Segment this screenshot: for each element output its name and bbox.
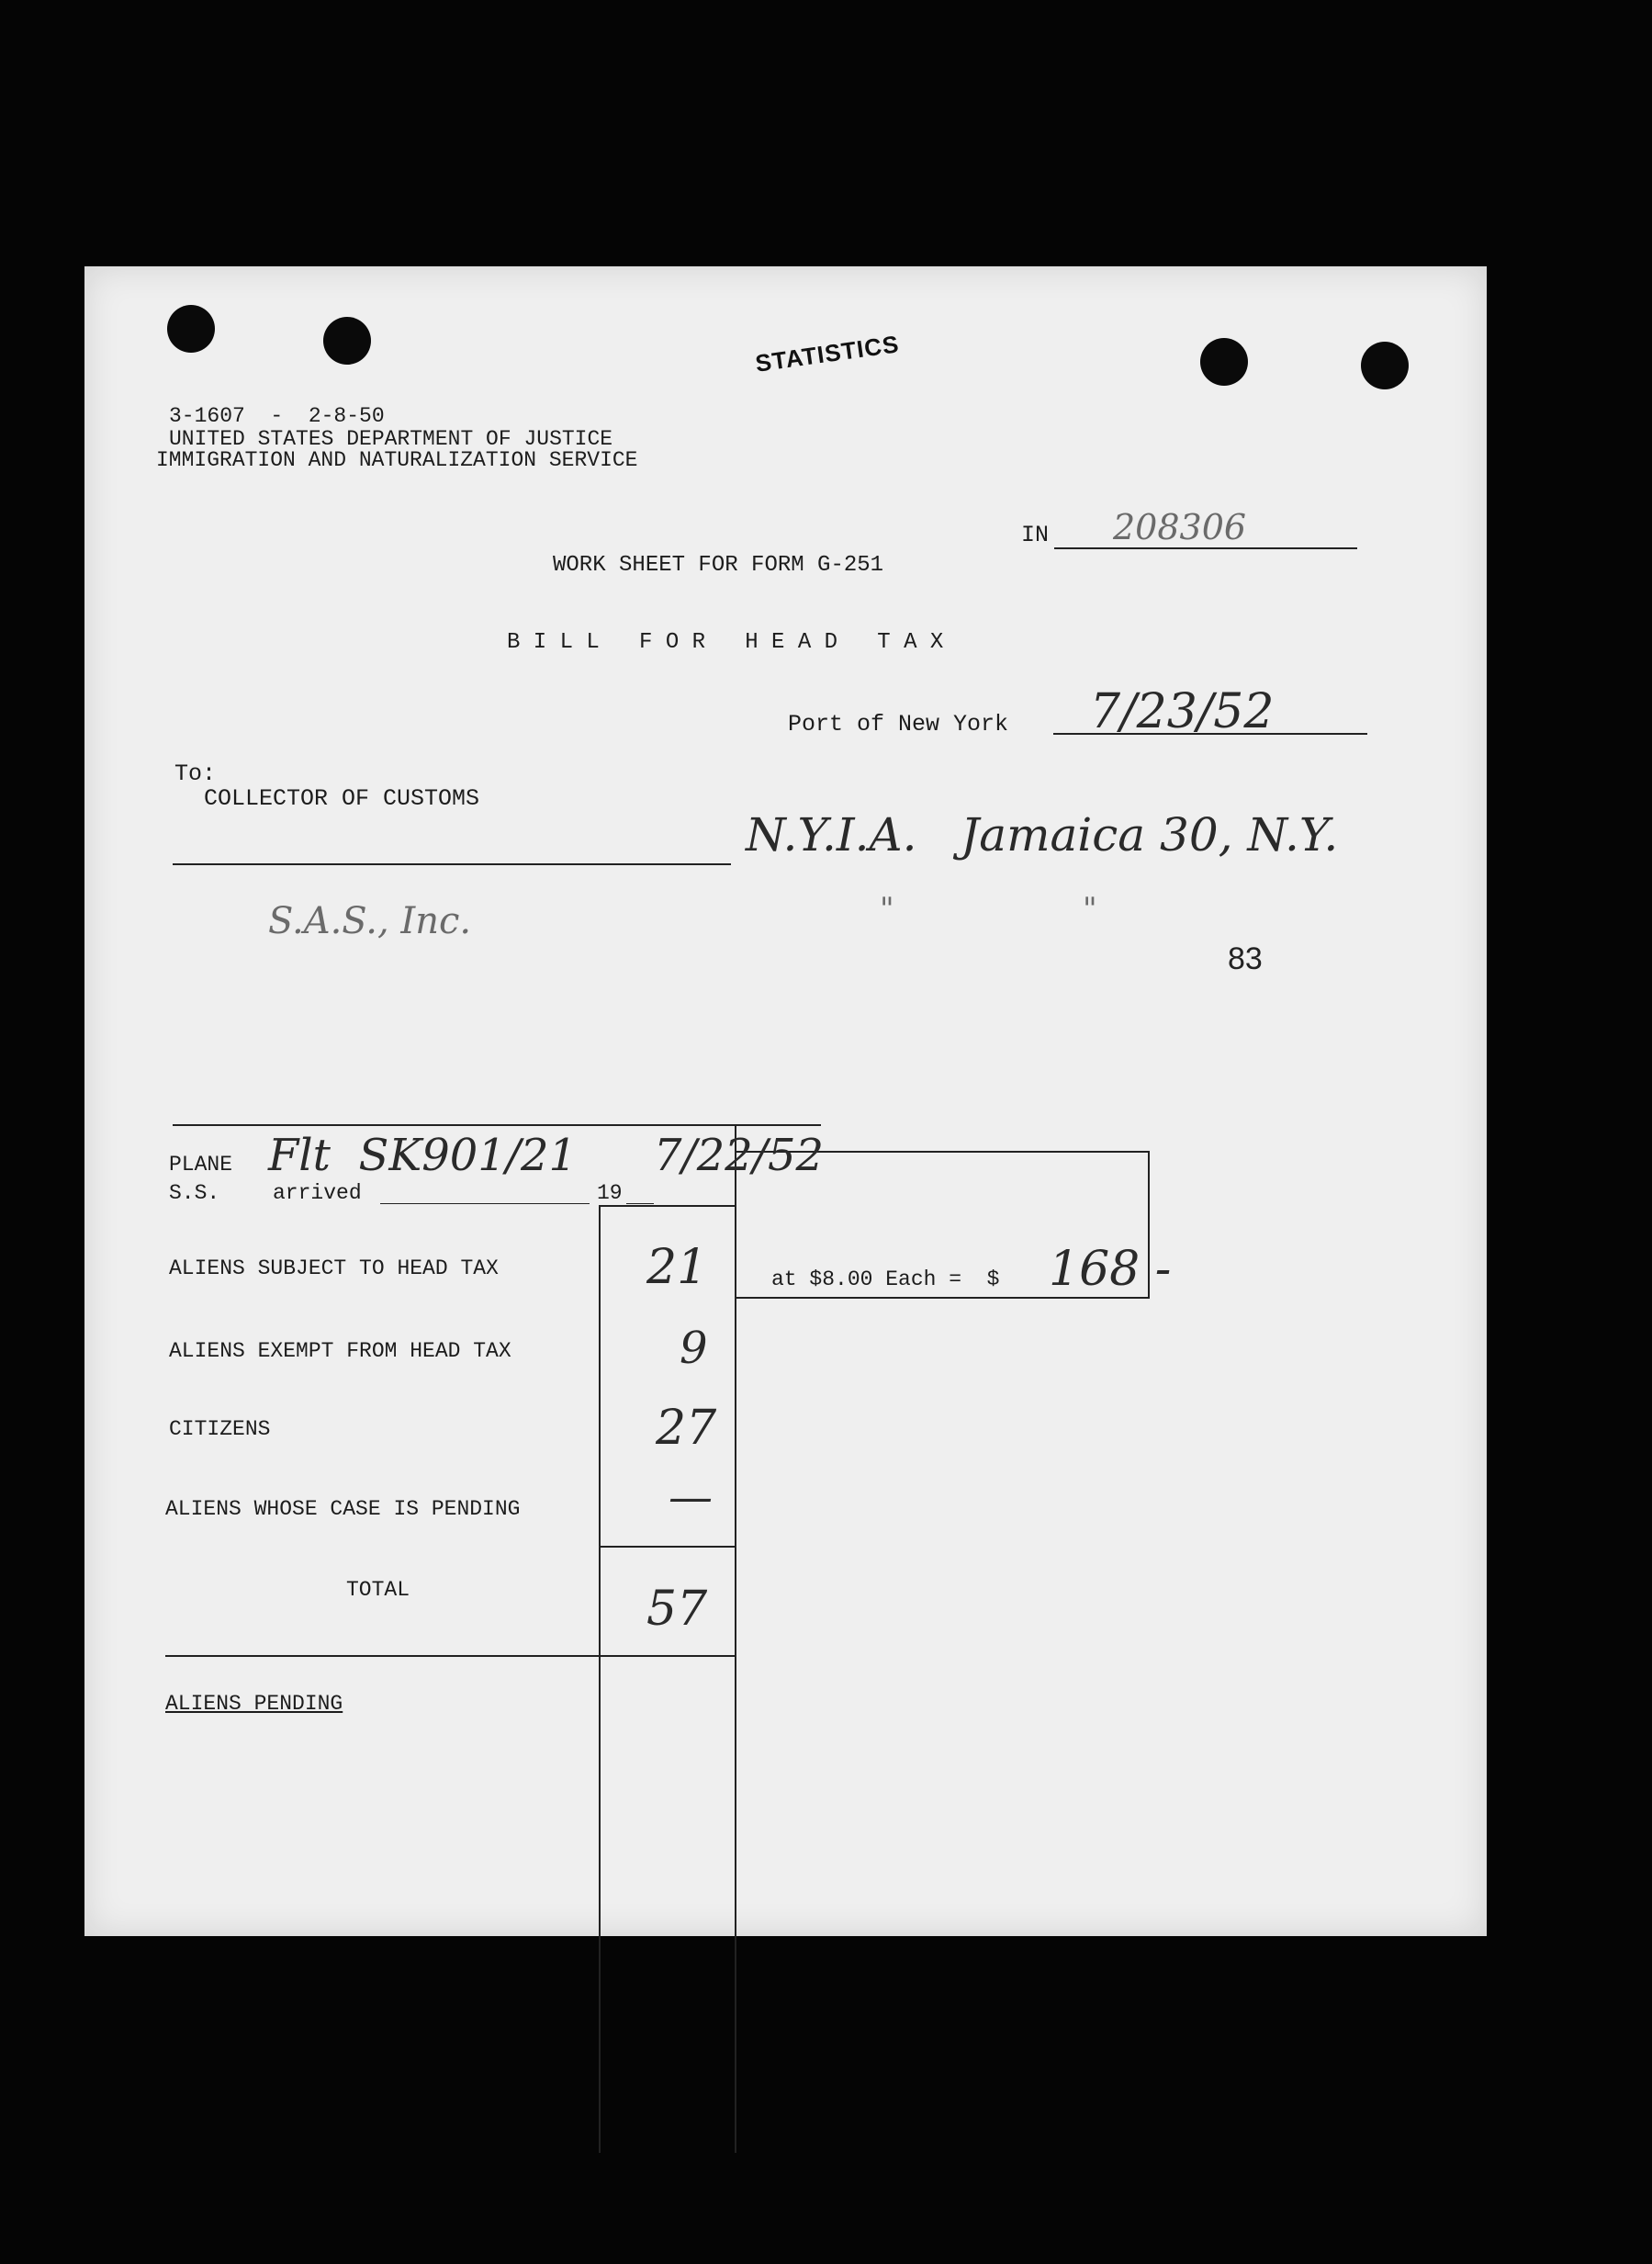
table-top-rule — [173, 1124, 821, 1126]
punch-hole — [167, 305, 215, 353]
punch-hole — [1361, 342, 1409, 389]
row-subject-label: ALIENS SUBJECT TO HEAD TAX — [169, 1256, 499, 1280]
flight-handwritten: Flt SK901/21 — [268, 1130, 578, 1181]
form-sheet — [84, 266, 1487, 1936]
service-heading: IMMIGRATION AND NATURALIZATION SERVICE — [156, 448, 638, 472]
row-pending-label: ALIENS WHOSE CASE IS PENDING — [165, 1497, 521, 1521]
punch-hole — [1200, 338, 1248, 386]
nineteen-label: 19 — [597, 1181, 623, 1205]
punch-hole — [323, 317, 371, 365]
collector-underline — [173, 863, 731, 865]
row-citizens-value: 27 — [656, 1401, 717, 1456]
rate-text: at $8.00 Each = $ — [771, 1267, 1000, 1291]
row-pending-value: — — [669, 1471, 713, 1523]
total-label: TOTAL — [346, 1578, 410, 1602]
tax-amount: 168 - — [1049, 1242, 1172, 1297]
in-label: IN — [1021, 522, 1050, 548]
value-column-right-rule — [735, 1124, 736, 2153]
row-citizens-label: CITIZENS — [169, 1417, 271, 1441]
plane-label: PLANE — [169, 1153, 233, 1177]
carrier-handwritten: S.A.S., Inc. — [268, 900, 472, 942]
department-heading: UNITED STATES DEPARTMENT OF JUSTICE — [169, 427, 613, 451]
statistics-stamp: STATISTICS — [753, 330, 902, 377]
bill-title: B I L L F O R H E A D T A X — [507, 630, 944, 655]
year-underline — [626, 1203, 654, 1204]
arrived-underline — [380, 1203, 590, 1204]
port-date: 7/23/52 — [1090, 684, 1275, 739]
total-divider-rule — [599, 1546, 736, 1548]
location-handwritten: N.Y.I.A. Jamaica 30, N.Y. — [746, 808, 1339, 862]
page-number: 83 — [1228, 941, 1263, 976]
arrived-date-handwritten: 7/22/52 — [654, 1130, 825, 1181]
ditto-marks: " " — [880, 891, 1097, 928]
collector-label: COLLECTOR OF CUSTOMS — [204, 785, 480, 812]
rate-box-bottom — [735, 1297, 1150, 1299]
row-subject-value: 21 — [646, 1240, 708, 1295]
to-label: To: — [174, 760, 217, 787]
row-exempt-label: ALIENS EXEMPT FROM HEAD TAX — [169, 1339, 511, 1363]
row-exempt-value: 9 — [680, 1323, 708, 1374]
aliens-pending-heading: ALIENS PENDING — [165, 1692, 343, 1716]
port-label: Port of New York — [788, 711, 1009, 738]
arrived-label: arrived — [273, 1181, 362, 1205]
form-number: 3-1607 - 2-8-50 — [169, 404, 385, 428]
worksheet-title: WORK SHEET FOR FORM G-251 — [553, 553, 884, 578]
in-underline — [1054, 547, 1357, 549]
ss-label: S.S. — [169, 1181, 220, 1205]
in-number: 208306 — [1113, 507, 1247, 547]
value-column-top-rule — [599, 1205, 736, 1207]
table-bottom-rule — [165, 1655, 736, 1657]
value-column-left-rule — [599, 1205, 601, 2153]
total-value: 57 — [646, 1582, 708, 1637]
